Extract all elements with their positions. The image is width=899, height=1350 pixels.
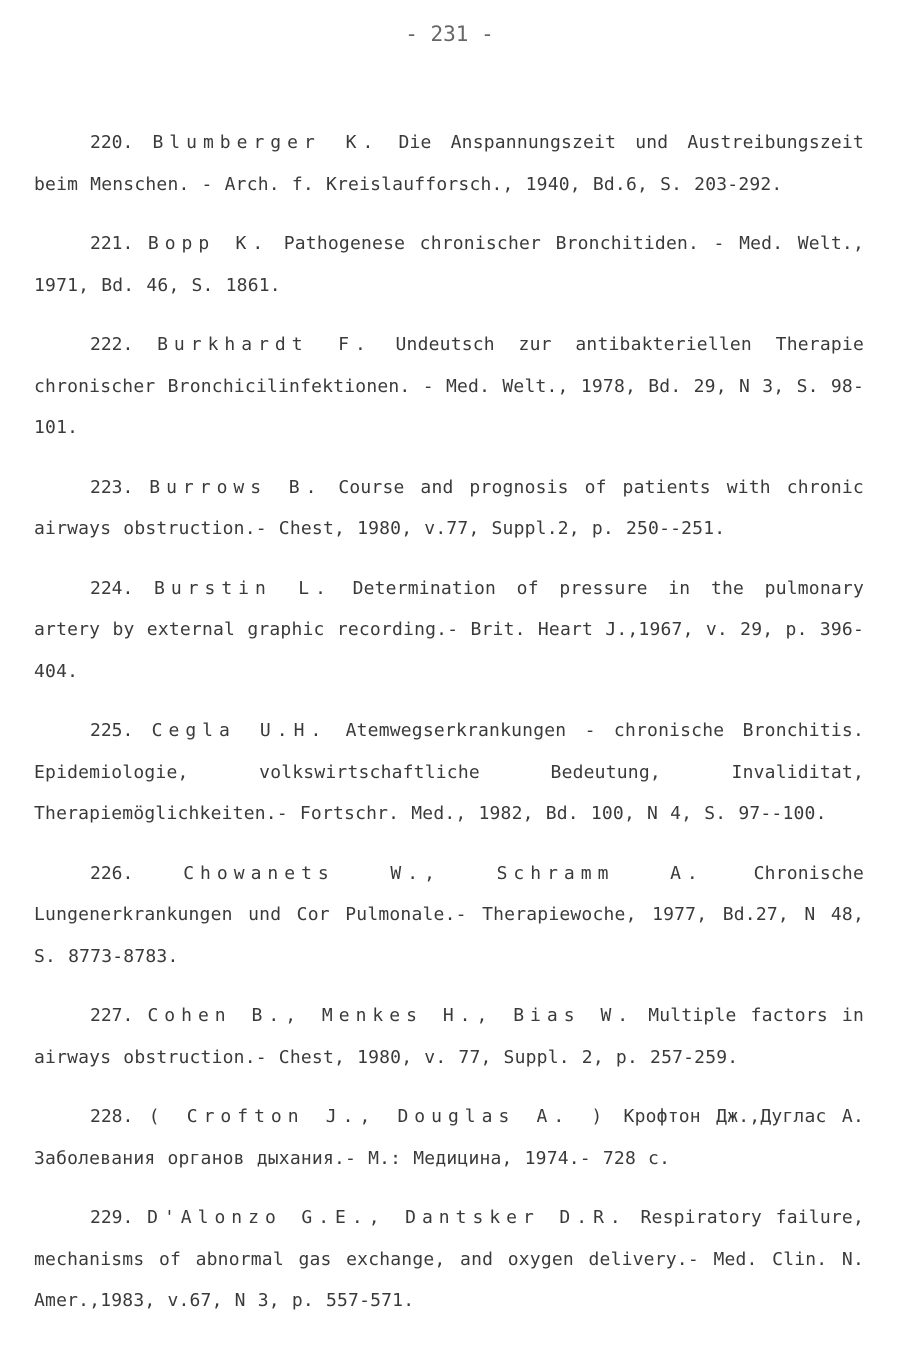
reference-entry-220 <box>34 122 864 205</box>
reference-list <box>34 104 864 1322</box>
entry-text: Die Anspannungszeit und Austreibungszeit beim Menschen. - Arch. f. Kreislaufforsch., 1940, Bd.6, S. 203-292. <box>34 132 864 195</box>
entry-authors: Burkhardt F. <box>157 334 372 355</box>
entry-text: Pathogenese chronischer Bronchitiden. - Med. Welt., 1971, Bd. 46, S. 1861. <box>34 233 864 296</box>
reference-entry-226 <box>34 853 864 978</box>
reference-entry-223 <box>34 467 864 550</box>
entry-text: Undeutsch zur antibakteriellen Therapie chronischer Bronchicilinfektionen. - Med. Welt., 1978, Bd. 29, N 3, S. 98-101. <box>34 334 864 438</box>
entry-text: Chronische Lungenerkrankungen und Cor Pulmonale.- Therapiewoche, 1977, Bd.27, N 48, S. 8773-8783. <box>34 862 864 967</box>
entry-text: Respiratory failure, mechanisms of abnormal gas exchange, and oxygen delivery.- Med. Clin. N. Amer.,1983, v.67, N 3, p. 557-571. <box>34 1207 864 1311</box>
entry-number: 225. <box>90 720 134 741</box>
entry-authors: Chowanets W., Schramm A. <box>183 862 704 884</box>
entry-text: Determination of pressure in the pulmonary artery by external graphic recording.- Brit. Heart J.,1967, v. 29, p. 396-404. <box>34 577 864 682</box>
entry-authors: Blumberger K. <box>152 132 380 153</box>
reference-entry-221 <box>34 223 864 306</box>
entry-text: Course and prognosis of patients with chronic airways obstruction.- Chest, 1980, v.77, Suppl.2, p. 250--251. <box>34 476 864 539</box>
entry-authors: Bopp K. <box>147 233 270 254</box>
entry-text: Крофтон Дж.,Дуглас А. Заболевания органов дыхания.- М.: Медицина, 1974.- 728 с. <box>34 1106 864 1169</box>
reference-entry-227 <box>34 995 864 1078</box>
entry-text: Multiple factors in airways obstruction.- Chest, 1980, v. 77, Suppl. 2, p. 257-259. <box>34 1005 865 1068</box>
entry-number: 227. <box>90 1005 134 1026</box>
entry-authors: Cohen B., Menkes H., Bias W. <box>147 1005 635 1026</box>
reference-entry-224 <box>34 568 864 693</box>
entry-authors: ( Crofton J., Douglas A. ) <box>148 1106 609 1127</box>
entry-number: 221. <box>90 233 134 254</box>
entry-number: 223. <box>90 476 134 498</box>
entry-number: 224. <box>90 577 134 599</box>
entry-number: 226. <box>90 862 134 884</box>
entry-authors: Burrows B. <box>149 476 323 498</box>
entry-authors: Cegla U.H. <box>151 720 328 741</box>
reference-entry-229 <box>34 1197 864 1322</box>
reference-entry-222 <box>34 324 864 449</box>
entry-number: 229. <box>90 1207 134 1228</box>
entry-authors: D'Alonzo G.E., Dantsker D.R. <box>147 1207 627 1228</box>
entry-number: 228. <box>90 1106 134 1127</box>
entry-authors: Burstin L. <box>153 577 332 599</box>
entry-number: 220. <box>90 132 134 153</box>
reference-entry-228 <box>34 1096 864 1179</box>
reference-entry-225 <box>34 710 864 835</box>
page-number: - 231 - <box>405 22 494 46</box>
entry-number: 222. <box>90 334 134 355</box>
entry-text: Atemwegserkrankungen - chronische Bronchitis. Epidemiologie, volkswirtschaftliche Bedeutung, Invaliditat, Therapiemöglichkeiten.- Fortschr. Med., 1982, Bd. 100, N 4, S. 97--100. <box>34 720 864 824</box>
